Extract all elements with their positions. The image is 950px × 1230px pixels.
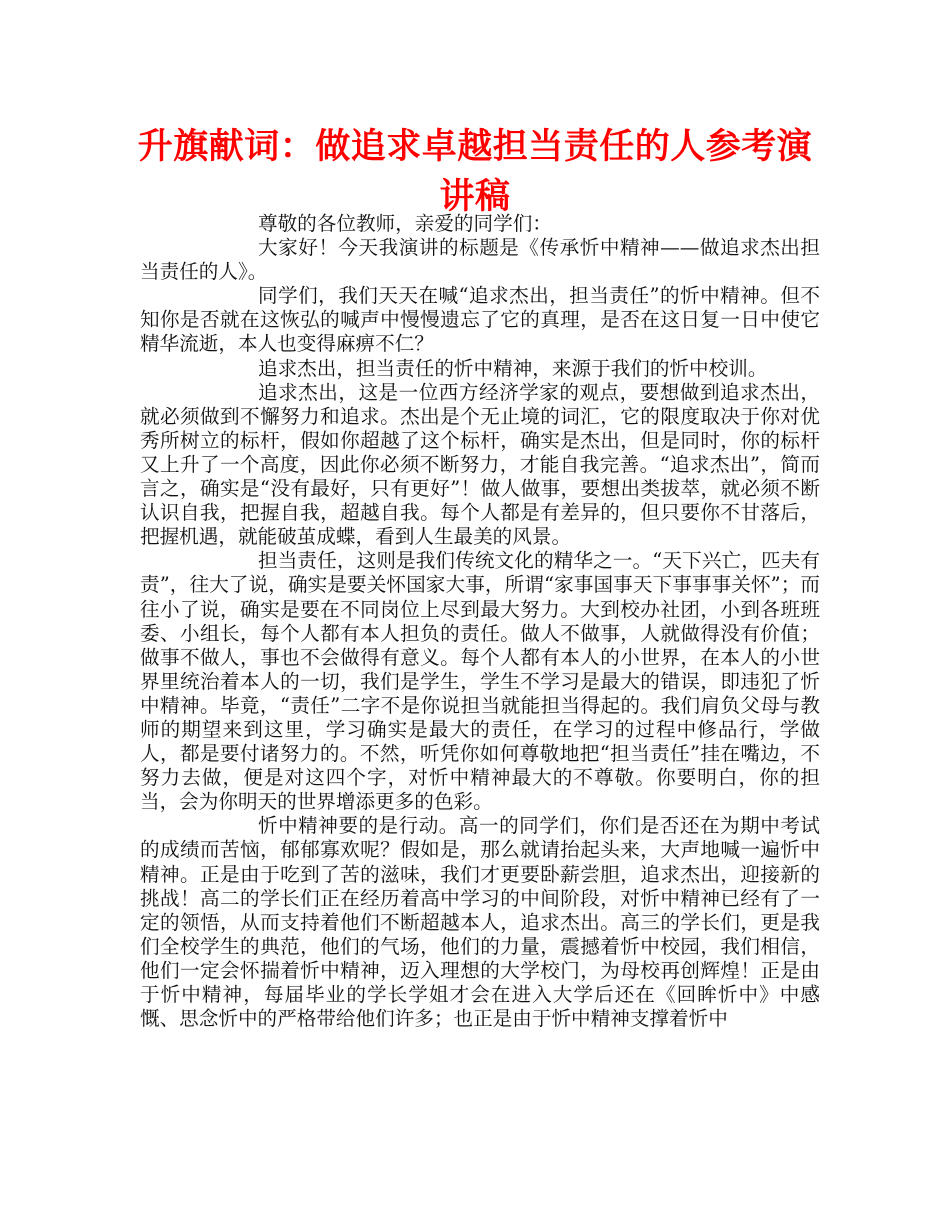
body-paragraph: 追求杰出，这是一位西方经济学家的观点，要想做到追求杰出，就必须做到不懈努力和追求。杰出是个无止境的词汇，它的限度取决于你对优秀所树立的标杆，假如你超越了这个标杆，确实是杰出，但是同时，你的标杆又上升了一个高度，因此你必须不断努力，才能自我完善。“追求杰出”，简而言之，确实是“没有最好，只有更好”！做人做事，要想出类拔萃，就必须不断认识自我，把握自我，超越自我。每个人都是有差异的，但只要你不甘落后，把握机遇，就能破茧成蝶，看到人生最美的风景。 <box>140 380 820 549</box>
body-paragraph: 担当责任，这则是我们传统文化的精华之一。“天下兴亡，匹夫有责”，往大了说，确实是要关怀国家大事，所谓“家事国事天下事事事关怀”；而往小了说，确实是要在不同岗位上尽到最大努力。大到校办社团，小到各班班委、小组长，每个人都有本人担负的责任。做人不做事，人就做得没有价值；做事不做人，事也不会做得有意义。每个人都有本人的小世界，在本人的小世界里统治着本人的一切，我们是学生，学生不学习是最大的错误，即违犯了忻中精神。毕竟，“责任”二字不是你说担当就能担当得起的。我们肩负父母与教师的期望来到这里，学习确实是最大的责任，在学习的过程中修品行，学做人，都是要付诸努力的。不然，听凭你如何尊敬地把“担当责任”挂在嘴边，不努力去做，便是对这四个字，对忻中精神最大的不尊敬。你要明白，你的担当，会为你明天的世界增添更多的色彩。 <box>140 549 820 814</box>
body-paragraph: 同学们，我们天天在喊“追求杰出，担当责任”的忻中精神。但不知你是否就在这恢弘的喊声中慢慢遗忘了它的真理，是否在这日复一日中使它精华流逝，本人也变得麻痹不仁？ <box>140 284 820 356</box>
document-body <box>140 212 820 1031</box>
document-title: 升旗献词：做追求卓越担当责任的人参考演讲稿 <box>137 127 813 217</box>
body-paragraph: 追求杰出，担当责任的忻中精神，来源于我们的忻中校训。 <box>258 356 768 380</box>
salutation-paragraph: 尊敬的各位教师，亲爱的同学们： <box>258 212 552 235</box>
body-paragraph: 大家好！今天我演讲的标题是《传承忻中精神——做追求杰出担当责任的人》。 <box>140 236 820 284</box>
body-paragraph: 忻中精神要的是行动。高一的同学们，你们是否还在为期中考试的成绩而苦恼，郁郁寡欢呢？假如是，那么就请抬起头来，大声地喊一遍忻中精神。正是由于吃到了苦的滋味，我们才更要卧薪尝胆，追求杰出，迎接新的挑战！高二的学长们正在经历着高中学习的中间阶段，对忻中精神已经有了一定的领悟，从而支持着他们不断超越本人，追求杰出。高三的学长们，更是我们全校学生的典范，他们的气场，他们的力量，震撼着忻中校园，我们相信，他们一定会怀揣着忻中精神，迈入理想的大学校门，为母校再创辉煌！正是由于忻中精神，每届毕业的学长学姐才会在进入大学后还在《回眸忻中》中感慨、思念忻中的严格带给他们许多；也正是由于忻中精神支撑着忻中 <box>140 814 820 1031</box>
